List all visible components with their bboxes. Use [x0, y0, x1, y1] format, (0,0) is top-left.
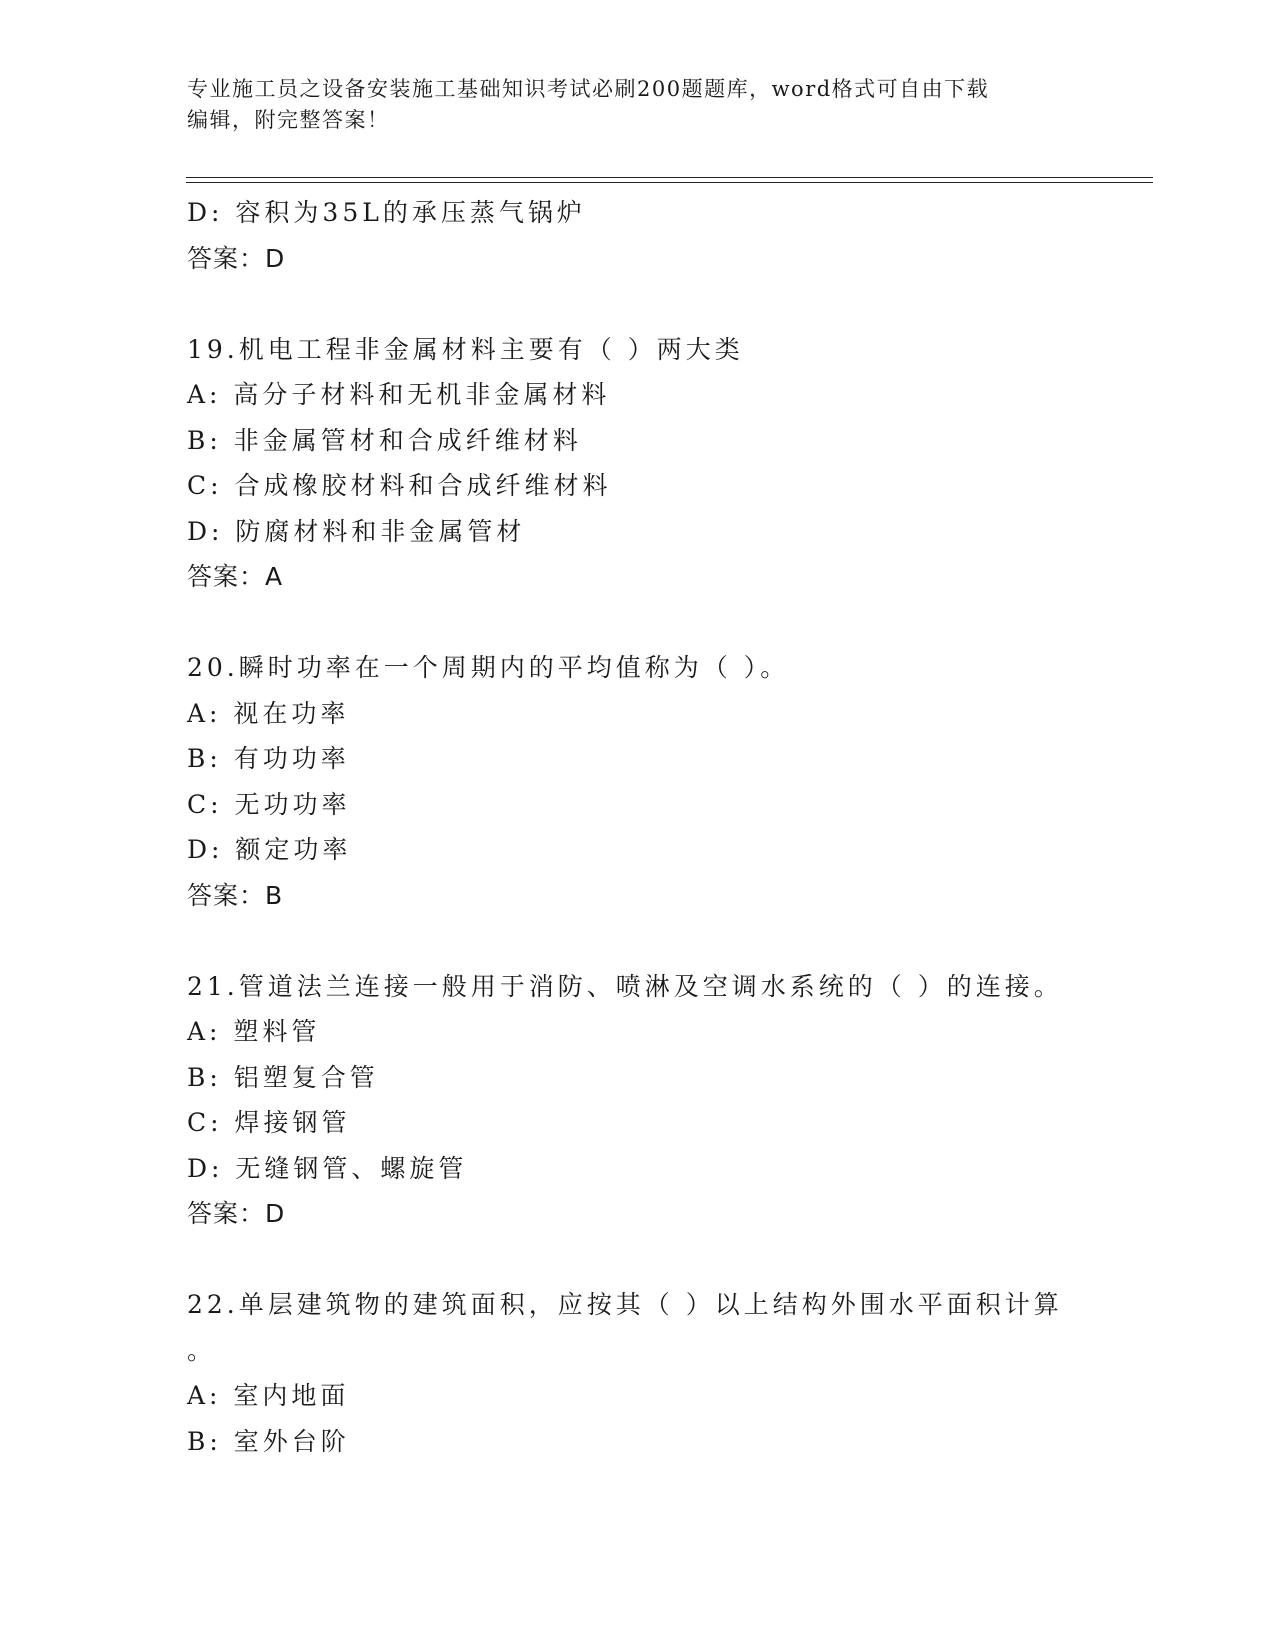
question-stem: 22.单层建筑物的建筑面积，应按其（ ）以上结构外围水平面积计算 — [187, 1290, 1063, 1319]
answer-line: 答案：D — [187, 1199, 286, 1228]
option-c: C: 合成橡胶材料和合成纤维材料 — [187, 471, 612, 500]
option-c: C: 无功功率 — [187, 789, 351, 819]
answer-line: 答案：A — [187, 562, 284, 591]
option-d: D: 容积为35L的承压蒸气锅炉 — [187, 198, 586, 227]
question-stem-continuation: 。 — [187, 1335, 213, 1365]
document-header — [187, 74, 1067, 136]
question-stem: 19.机电工程非金属材料主要有（ ）两大类 — [187, 334, 744, 364]
option-b: B: 室外台阶 — [187, 1426, 350, 1456]
option-b: B: 铝塑复合管 — [187, 1062, 379, 1092]
answer-line: 答案：B — [187, 880, 284, 910]
option-b: B: 有功功率 — [187, 744, 350, 773]
option-d: D: 无缝钢管、螺旋管 — [187, 1153, 468, 1183]
option-d: D: 额定功率 — [187, 835, 352, 864]
header-divider-bottom — [186, 182, 1153, 183]
option-c: C: 焊接钢管 — [187, 1108, 351, 1137]
option-a: A: 视在功率 — [187, 698, 350, 728]
header-title-line-1: 专业施工员之设备安装施工基础知识考试必刷200题题库，word格式可自由下载 — [187, 77, 990, 101]
question-list — [187, 190, 1087, 1464]
header-divider-top — [186, 177, 1153, 178]
option-a: A: 高分子材料和无机非金属材料 — [187, 380, 611, 409]
question-stem: 20.瞬时功率在一个周期内的平均值称为（ ）。 — [187, 653, 790, 682]
option-d: D: 防腐材料和非金属管材 — [187, 516, 526, 546]
answer-line: 答案：D — [187, 243, 286, 273]
question-stem: 21.管道法兰连接一般用于消防、喷淋及空调水系统的（ ）的连接。 — [187, 971, 1063, 1001]
option-a: A: 室内地面 — [187, 1381, 350, 1410]
header-title-line-2: 编辑，附完整答案！ — [187, 108, 390, 132]
option-a: A: 塑料管 — [187, 1017, 321, 1046]
option-b: B: 非金属管材和合成纤维材料 — [187, 425, 582, 455]
